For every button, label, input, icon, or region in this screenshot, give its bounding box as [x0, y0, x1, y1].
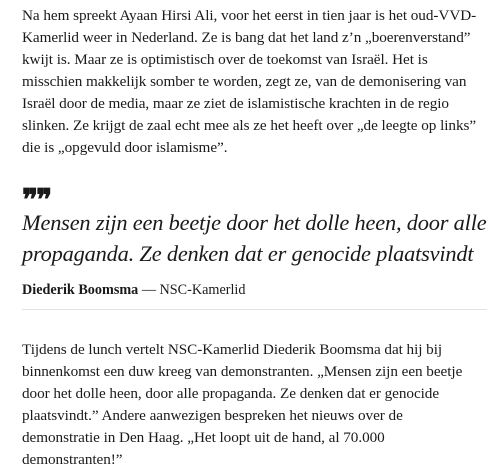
- quote-mark-icon: ❞❞: [22, 184, 51, 217]
- article-paragraph: Na hem spreekt Ayaan Hirsi Ali, voor het eerst in tien jaar is het oud-VVD-Kamerlid weer in Nederland. Ze is bang dat het land z’n „boerenverstand” kwijt is. Maar ze is optimistisch over de toekomst van Israël. Het is misschien makkelijk somber te worden, zegt ze, van de demonisering van Israël door de media, maar ze ziet de islamistische krachten in de regio slinken. Ze krijgt de zaal echt mee als ze het heeft over „de leegte op links” die is „opgevuld door islamisme”.: [22, 7, 477, 156]
- quote-author: Diederik Boomsma: [22, 282, 139, 298]
- attribution-separator: —: [138, 282, 160, 298]
- pull-quote-text: Mensen zijn een beetje door het dolle heen, door alle propaganda. Ze denken dat er genocide plaatsvindt: [22, 210, 487, 266]
- quote-attribution: [22, 281, 487, 299]
- section-divider: [22, 309, 487, 310]
- quote-author-role: NSC-Kamerlid: [159, 282, 246, 298]
- article-paragraph: Tijdens de lunch vertelt NSC-Kamerlid Diederik Boomsma dat hij bij binnenkomst een duw kreeg van demonstranten. „Mensen zijn een beetje door het dolle heen, door alle propaganda. Ze denken dat er genocide plaatsvindt.” Andere aanwezigen bespreken het nieuws over de demonstratie in Den Haag. „Het loopt uit de hand, al 70.000 demonstranten!”: [22, 341, 463, 468]
- pull-quote: [22, 184, 487, 299]
